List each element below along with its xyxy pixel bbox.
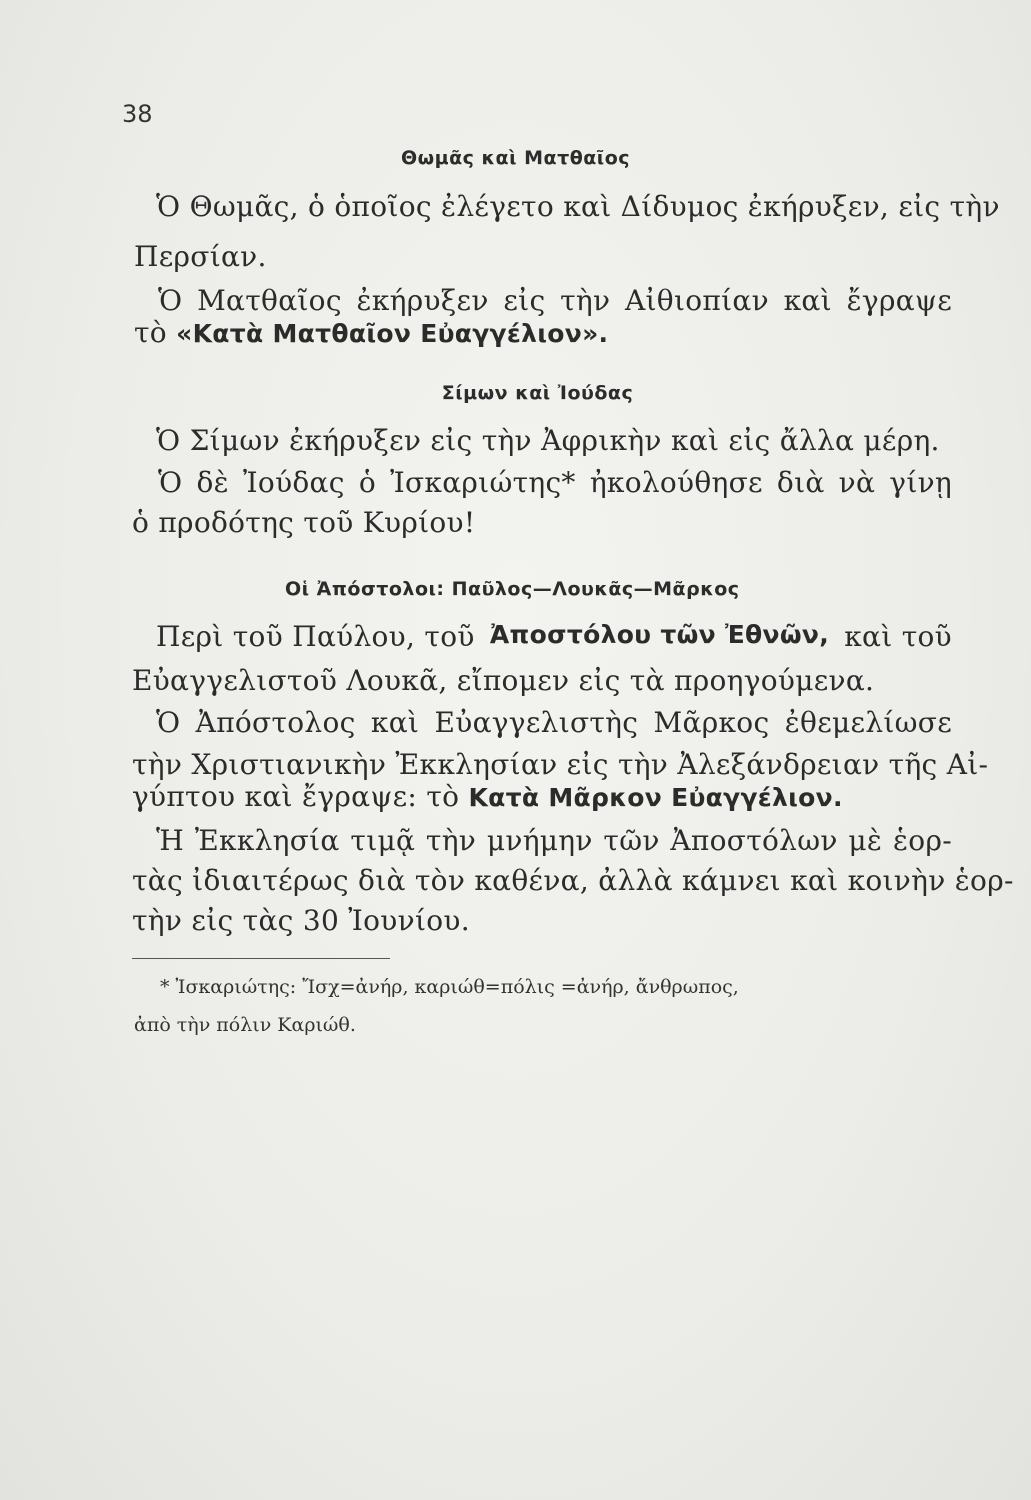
footnote-line: ἀπὸ τὴν πόλιν Καριώθ. [134, 1014, 356, 1036]
text-fragment: Περὶ τοῦ Παύλου, τοῦ [156, 620, 475, 653]
paragraph-line: Ὁ Ἀπόστολος καὶ Εὐαγγελιστὴς Μᾶρκος ἐθεμελίωσε [156, 706, 952, 739]
paragraph-line: Περσίαν. [134, 240, 267, 273]
section-heading-simon-judas: Σίμων καὶ Ἰούδας [441, 382, 634, 404]
paragraph-line: Ἡ Ἐκκλησία τιμᾷ τὴν μνήμην τῶν Ἀποστόλων μὲ ἑορ- [156, 824, 952, 857]
section-heading-thomas-matthew: Θωμᾶς καὶ Ματθαῖος [400, 147, 631, 169]
paragraph-line [156, 620, 952, 653]
paragraph-line: Ὁ Ματθαῖος ἐκήρυξεν εἰς τὴν Αἰθιοπίαν καὶ ἔγραψε [158, 284, 952, 317]
paragraph-line: ὁ προδότης τοῦ Κυρίου! [132, 506, 476, 539]
text-fragment: γύπτου καὶ ἔγραψε: τὸ [132, 780, 469, 813]
apostle-of-nations-phrase: Ἀποστόλου τῶν Ἐθνῶν, [489, 620, 830, 649]
paragraph-line: Ὁ Σίμων ἐκήρυξεν εἰς τὴν Ἀφρικὴν καὶ εἰς ἄλλα μέρη. [156, 424, 940, 457]
footnote-divider [132, 958, 390, 959]
paragraph-line: τὴν Χριστιανικὴν Ἐκκλησίαν εἰς τὴν Ἀλεξάνδρειαν τῆς Αἰ- [132, 748, 989, 781]
paragraph-line [134, 316, 608, 349]
paragraph-line: τὰς ἰδιαιτέρως διὰ τὸν καθένα, ἀλλὰ κάμνει καὶ κοινὴν ἑορ- [132, 864, 1014, 897]
paragraph-line [132, 780, 843, 813]
footnote-line: * Ἰσκαριώτης: Ἴσχ=ἀνήρ, καριώθ=πόλις =ἀνήρ, ἄνθρωπος, [160, 976, 739, 998]
gospel-title-matthew: «Κατὰ Ματθαῖον Εὐαγγέλιον». [176, 319, 609, 348]
page-number: 38 [122, 100, 153, 128]
paragraph-line: Ὁ δὲ Ἰούδας ὁ Ἰσκαριώτης* ἠκολούθησε διὰ νὰ γίνῃ [158, 466, 952, 499]
gospel-title-mark: Κατὰ Μᾶρκον Εὐαγγέλιον. [468, 783, 843, 812]
text-fragment: καὶ τοῦ [844, 620, 952, 653]
paragraph-line: τὴν εἰς τὰς 30 Ἰουνίου. [132, 904, 470, 937]
paragraph-line: Εὐαγγελιστοῦ Λουκᾶ, εἴπομεν εἰς τὰ προηγούμενα. [132, 664, 875, 697]
section-heading-apostles: Οἱ Ἀπόστολοι: Παῦλος—Λουκᾶς—Μᾶρκος [285, 578, 740, 600]
paragraph-line: Ὁ Θωμᾶς, ὁ ὁποῖος ἐλέγετο καὶ Δίδυμος ἐκήρυξεν, εἰς τὴν [156, 190, 1000, 223]
text-fragment: τὸ [134, 316, 177, 349]
